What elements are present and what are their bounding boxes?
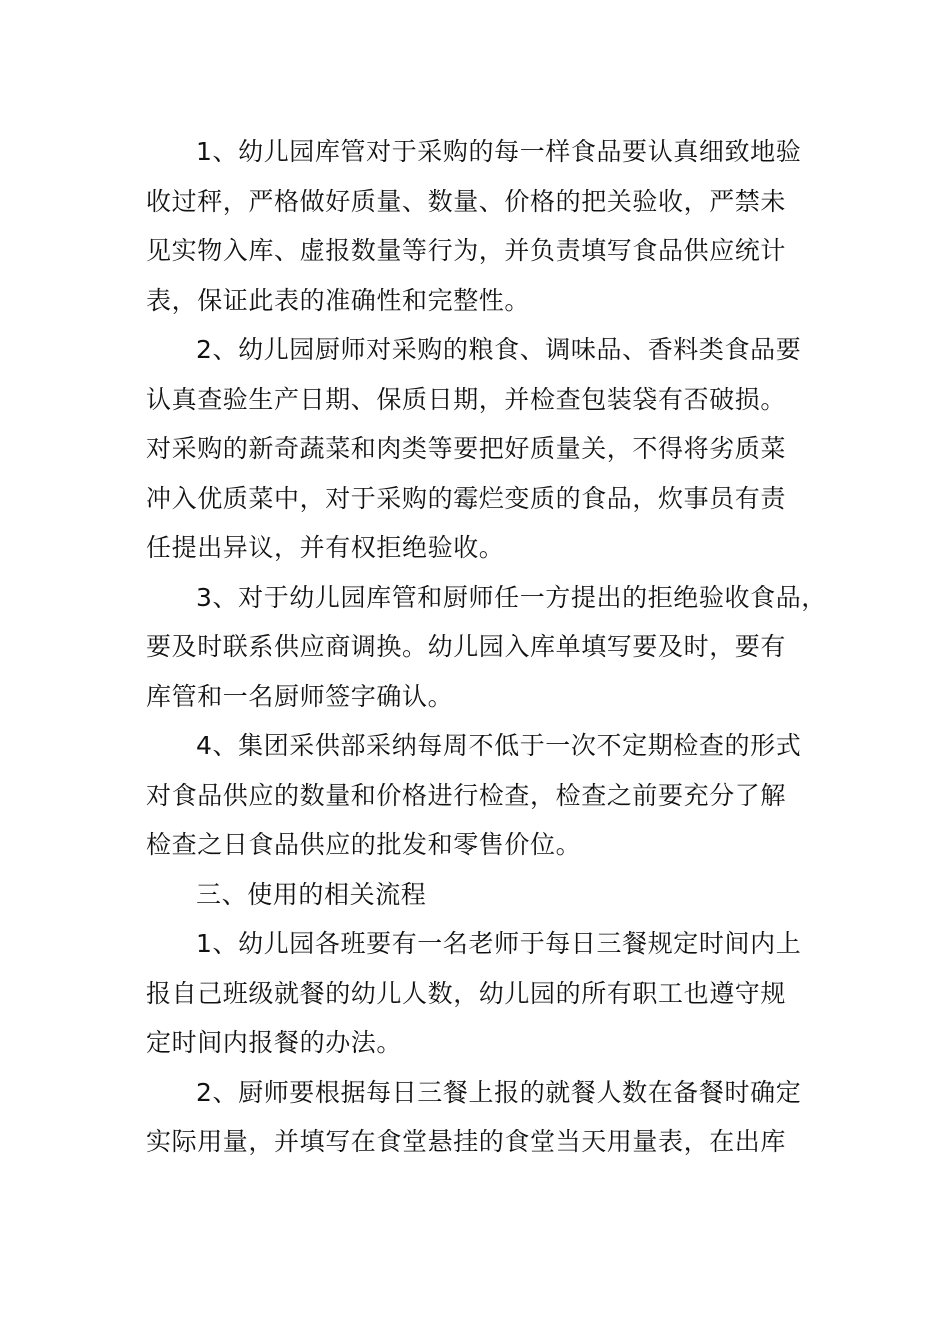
paragraph-5-line-2: 报自己班级就餐的幼儿人数，幼儿园的所有职工也遵守规	[146, 978, 787, 1008]
paragraph-3-line-1: 3、对于幼儿园库管和厨师任一方提出的拒绝验收食品，	[196, 582, 827, 612]
paragraph-1-line-1: 1、幼儿园库管对于采购的每一样食品要认真细致地验	[196, 137, 802, 166]
paragraph-1-line-2: 收过秤，严格做好质量、数量、价格的把关验收，严禁未	[146, 186, 787, 216]
section-heading: 三、使用的相关流程	[196, 879, 427, 909]
paragraph-6-line-1: 2、厨师要根据每日三餐上报的就餐人数在备餐时确定	[196, 1077, 802, 1107]
paragraph-3-line-3: 库管和一名厨师签字确认。	[146, 681, 454, 711]
paragraph-2-line-3: 对采购的新奇蔬菜和肉类等要把好质量关，不得将劣质菜	[146, 434, 787, 463]
paragraph-5-line-1: 1、幼儿园各班要有一名老师于每日三餐规定时间内上	[196, 929, 802, 958]
paragraph-4-line-3: 检查之日食品供应的批发和零售价位。	[146, 830, 582, 859]
paragraph-4-line-1: 4、集团采供部采纳每周不低于一次不定期检查的形式	[196, 731, 802, 760]
paragraph-2-line-2: 认真查验生产日期、保质日期，并检查包装袋有否破损。	[146, 384, 787, 414]
paragraph-2-line-1: 2、幼儿园厨师对采购的粮食、调味品、香料类食品要	[196, 335, 802, 364]
paragraph-1-line-4: 表，保证此表的准确性和完整性。	[146, 285, 531, 315]
paragraph-3-line-2: 要及时联系供应商调换。幼儿园入库单填写要及时，要有	[146, 632, 787, 661]
paragraph-2-line-5: 任提出异议，并有权拒绝验收。	[146, 533, 505, 562]
paragraph-4-line-2: 对食品供应的数量和价格进行检查，检查之前要充分了解	[146, 780, 787, 810]
paragraph-6-line-2: 实际用量，并填写在食堂悬挂的食堂当天用量表，在出库	[146, 1127, 787, 1156]
document-body	[146, 127, 827, 1167]
paragraph-2-line-4: 冲入优质菜中，对于采购的霉烂变质的食品，炊事员有责	[146, 483, 787, 513]
paragraph-1-line-3: 见实物入库、虚报数量等行为，并负责填写食品供应统计	[146, 236, 787, 265]
paragraph-5-line-3: 定时间内报餐的办法。	[146, 1028, 403, 1057]
